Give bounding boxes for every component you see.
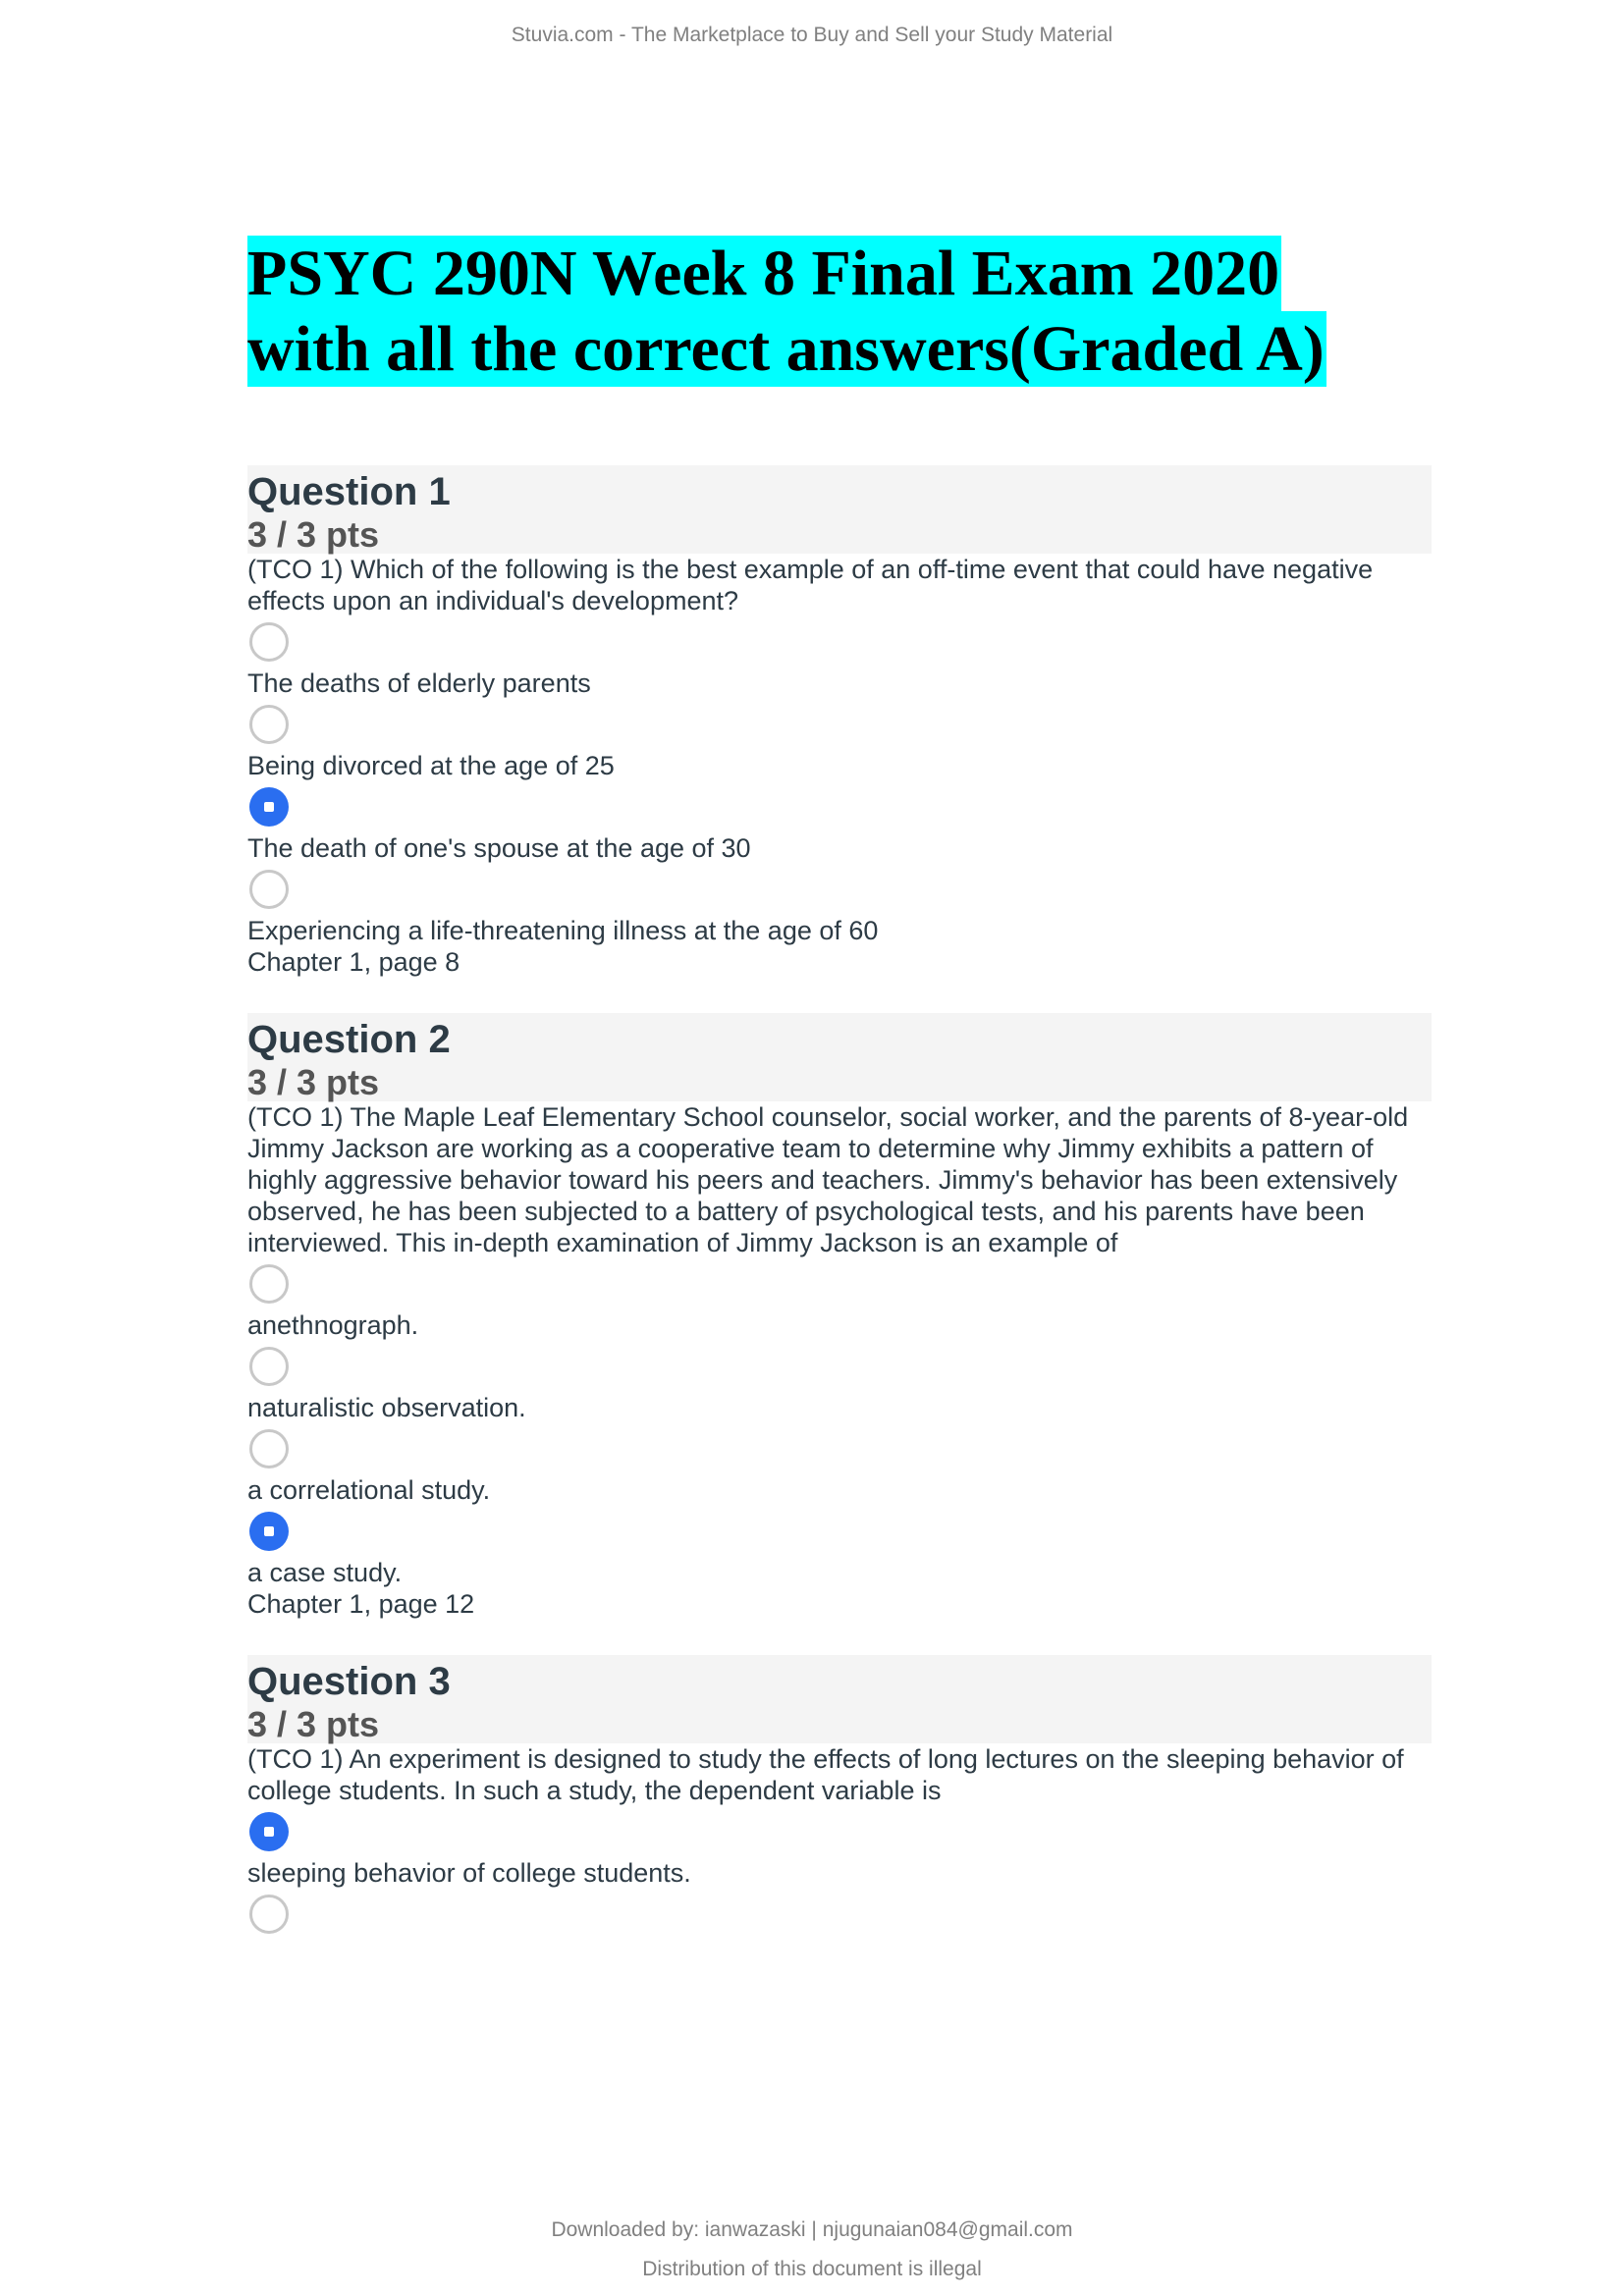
question-text: (TCO 1) The Maple Leaf Elementary School counselor, social worker, and the parents of 8-year-old Jimmy Jackson are working as a cooperative team to determine why Jimmy exhibits a pattern of highly aggressive behavior toward his peers and teachers. Jimmy's behavior has been extensively observed, he has been subjected to a battery of psychological tests, and his parents have been interviewed. This in-depth examination of Jimmy Jackson is an example of	[247, 1102, 1409, 1257]
radio-selected[interactable]	[249, 787, 289, 827]
radio-option[interactable]	[249, 1347, 289, 1386]
title-line-2: with all the correct answers(Graded A)	[247, 313, 1325, 385]
radio-option[interactable]	[249, 1895, 289, 1934]
option-label: Experiencing a life-threatening illness at the age of 60	[247, 916, 879, 945]
question-title: Question 2	[247, 1018, 451, 1061]
option-label: sleeping behavior of college students.	[247, 1858, 691, 1888]
downloaded-by: Downloaded by: ianwazaski | njugunaian084@gmail.com	[551, 2218, 1073, 2241]
chapter-reference: Chapter 1, page 12	[247, 1589, 475, 1619]
option-label: The death of one's spouse at the age of 30	[247, 833, 751, 863]
page-header: Stuvia.com - The Marketplace to Buy and Sell your Study Material	[511, 24, 1113, 46]
document-title	[247, 236, 1326, 387]
radio-option[interactable]	[249, 705, 289, 744]
question-header	[247, 465, 1432, 554]
radio-option[interactable]	[249, 1264, 289, 1304]
question-text: (TCO 1) An experiment is designed to study the effects of long lectures on the sleeping behavior of college students. In such a study, the dependent variable is	[247, 1744, 1404, 1805]
radio-option[interactable]	[249, 870, 289, 909]
question-2	[247, 1013, 1432, 1620]
question-title: Question 3	[247, 1660, 451, 1703]
option-label: Being divorced at the age of 25	[247, 751, 615, 780]
option-label: naturalistic observation.	[247, 1393, 526, 1422]
question-points: 3 / 3 pts	[247, 1704, 380, 1744]
radio-option[interactable]	[249, 1429, 289, 1468]
radio-selected[interactable]	[249, 1512, 289, 1551]
option-label: anethnograph.	[247, 1310, 419, 1340]
option-label: The deaths of elderly parents	[247, 668, 591, 698]
question-text: (TCO 1) Which of the following is the best example of an off-time event that could have negative effects upon an individual's development?	[247, 555, 1374, 615]
option-label: a correlational study.	[247, 1475, 491, 1505]
option-label: a case study.	[247, 1558, 403, 1587]
question-1	[247, 465, 1432, 978]
radio-option[interactable]	[249, 622, 289, 662]
question-points: 3 / 3 pts	[247, 514, 380, 555]
question-header	[247, 1013, 1432, 1101]
question-3	[247, 1655, 1432, 1934]
question-points: 3 / 3 pts	[247, 1062, 380, 1102]
question-title: Question 1	[247, 470, 451, 513]
radio-selected[interactable]	[249, 1812, 289, 1851]
question-header	[247, 1655, 1432, 1743]
chapter-reference: Chapter 1, page 8	[247, 947, 460, 977]
distribution-notice: Distribution of this document is illegal	[642, 2258, 982, 2280]
title-line-1: PSYC 290N Week 8 Final Exam 2020	[247, 238, 1280, 309]
questions-list	[247, 465, 1432, 1969]
